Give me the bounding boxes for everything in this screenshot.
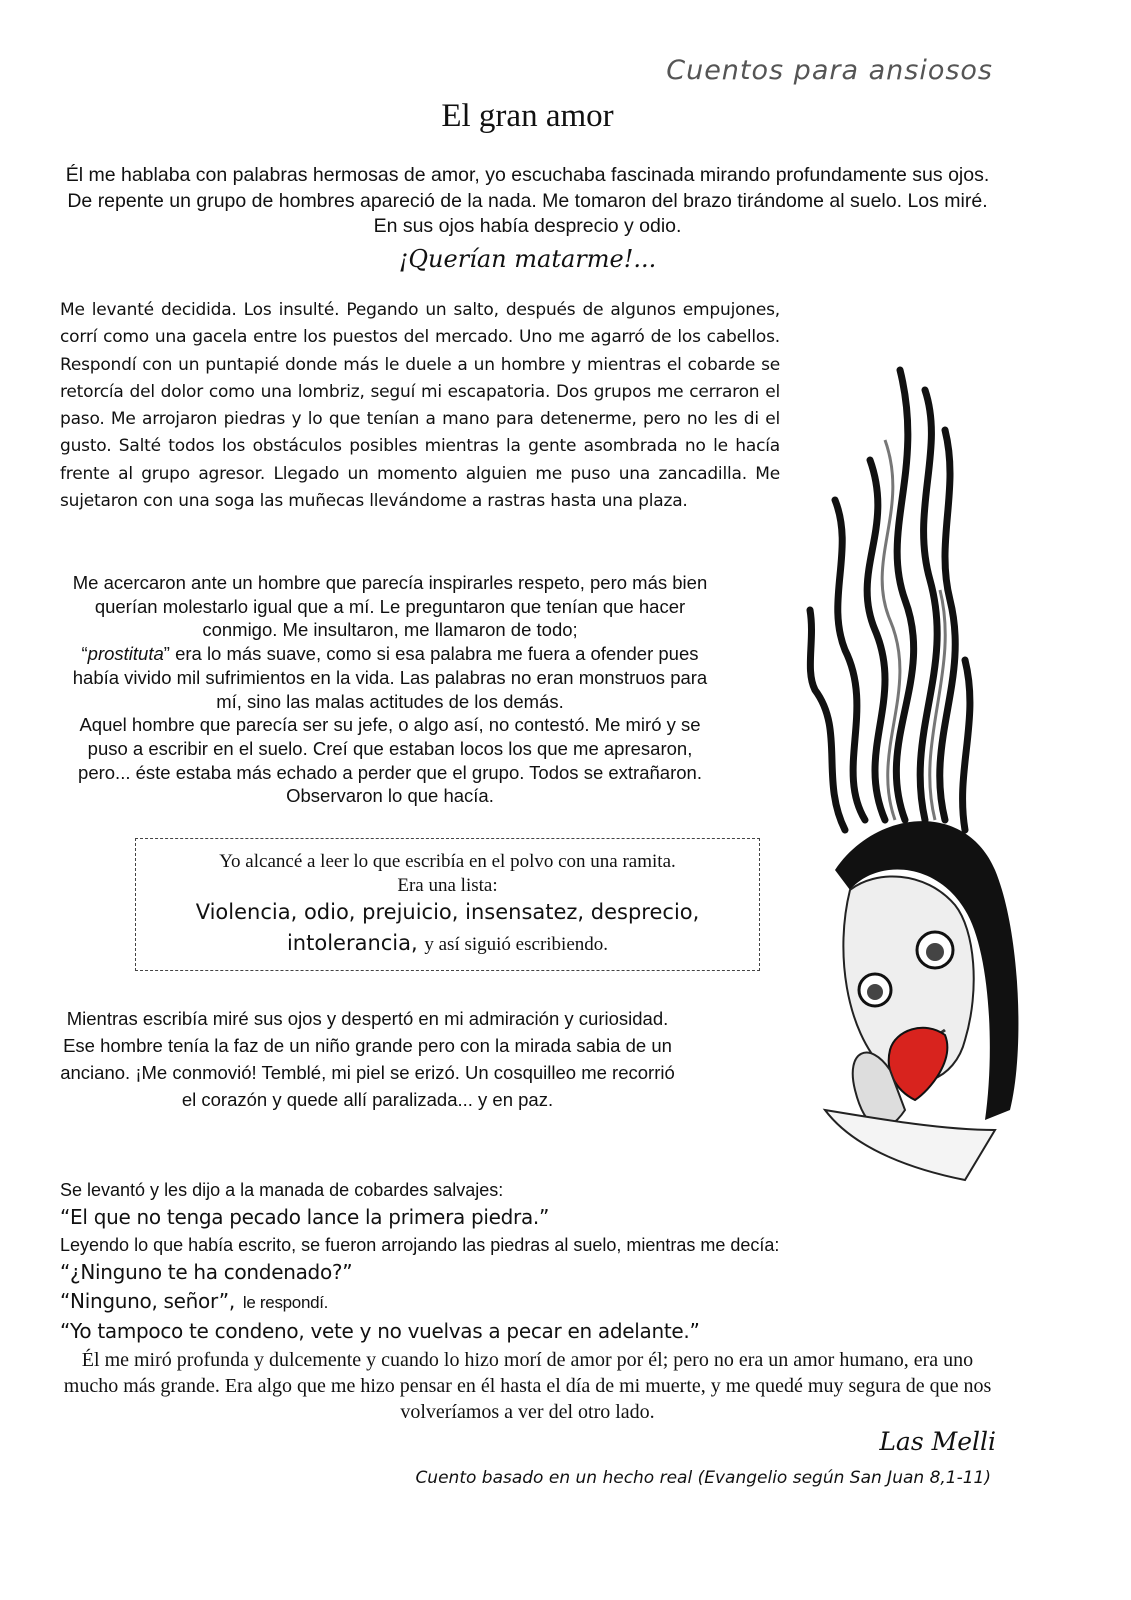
narration: Leyendo lo que había escrito, se fueron arrojando las piedras al suelo, mientras me decía:	[60, 1235, 780, 1255]
quote: “El que no tenga pecado lance la primera piedra.”	[60, 1205, 550, 1229]
quote: “¿Ninguno te ha condenado?”	[60, 1260, 353, 1284]
box-line: Era una lista:	[397, 875, 498, 896]
quote-mark: “	[81, 643, 88, 665]
box-line: Yo alcancé a leer lo que escribía en el polvo con una ramita.	[219, 851, 676, 872]
quote: “Yo tampoco te condeno, vete y no vuelvas a pecar en adelante.”	[60, 1319, 700, 1343]
narration: le respondí.	[242, 1293, 329, 1312]
italic-word: prostituta	[87, 643, 164, 665]
narration: Se levantó y les dijo a la manada de cobardes salvajes:	[60, 1180, 504, 1200]
author-signature: Las Melli	[879, 1427, 996, 1456]
series-title: Cuentos para ansiosos	[666, 55, 993, 86]
paragraph-accusation	[60, 571, 720, 808]
paragraph-admiration: Mientras escribía miré sus ojos y despertó en mi admiración y curiosidad. Ese hombre tenía la faz de un niño grande pero con la mirada sabia de un anciano. ¡Me conmovió! Temblé, mi piel se erizó. Un cosquilleo me recorrió el corazón y quede allí paralizada... y en paz.	[60, 1008, 675, 1110]
woman-with-heart-illustration	[795, 350, 1040, 1200]
list-line: Violencia, odio, prejuicio, insensatez, desprecio,	[195, 900, 700, 924]
paragraph-escape: Me levanté decidida. Los insulté. Pegando un salto, después de algunos empujones, corrí como una gacela entre los puestos del mercado. Uno me agarró de los cabellos. Respondí con un puntapié donde más le duele a un hombre y mientras el cobarde se retorcía del dolor como una lombriz, seguí mi escapatoria. Dos grupos me cerraron el paso. Me arrojaron piedras y lo que tenían a mano para detenerme, pero no les di el gusto. Salté todos los obstáculos posibles mientras la gente asombrada no le hacía frente al grupo agresor. Llegado un momento alguien me puso una zancadilla. Me sujetaron con una soga las muñecas llevándome a rastras hasta una plaza.	[60, 300, 780, 512]
box-tail: y así siguió escribiendo.	[424, 934, 609, 955]
text: Aquel hombre que parecía ser su jefe, o algo así, no contestó. Me miró y se puso a escribir en el suelo. Creí que estaban locos los que me apresaron, pero... éste estaba más echado a perder que el grupo. Todos se extrañaron. Observaron lo que hacía.	[78, 714, 702, 807]
closing-paragraph: Él me miró profunda y dulcemente y cuando lo hizo morí de amor por él; pero no era un amor humano, era uno mucho más grande. Era algo que me hizo pensar en él hasta el día de mi muerte, y me quedé muy segura de que nos volveríamos a ver del otro lado.	[63, 1349, 992, 1423]
exclamation: ¡Querían matarme!...	[398, 245, 657, 273]
quote: “Ninguno, señor”,	[60, 1289, 235, 1313]
dashed-list-box	[135, 838, 760, 971]
dialogue	[60, 1177, 1010, 1346]
list-line: intolerancia,	[286, 931, 418, 955]
text: Me acercaron ante un hombre que parecía inspirarles respeto, pero más bien querían molestarlo igual que a mí. Le preguntaron que tenían que hacer conmigo. Me insultaron, me llamaron de todo;	[72, 572, 708, 641]
intro-paragraph: Él me hablaba con palabras hermosas de amor, yo escuchaba fascinada mirando profundamente sus ojos. De repente un grupo de hombres apareció de la nada. Me tomaron del brazo tirándome al suelo. Los miré. En sus ojos había desprecio y odio.	[65, 164, 990, 237]
text: ” era lo más suave, como si esa palabra me fuera a ofender pues había vivido mil sufrimientos en la vida. Las palabras no eran monstruos para mí, sino las malas actitudes de los demás.	[72, 643, 708, 712]
robe	[825, 1110, 995, 1180]
story-title: El gran amor	[441, 98, 614, 134]
source-note: Cuento basado en un hecho real (Evangelio según San Juan 8,1-11)	[415, 1468, 991, 1488]
